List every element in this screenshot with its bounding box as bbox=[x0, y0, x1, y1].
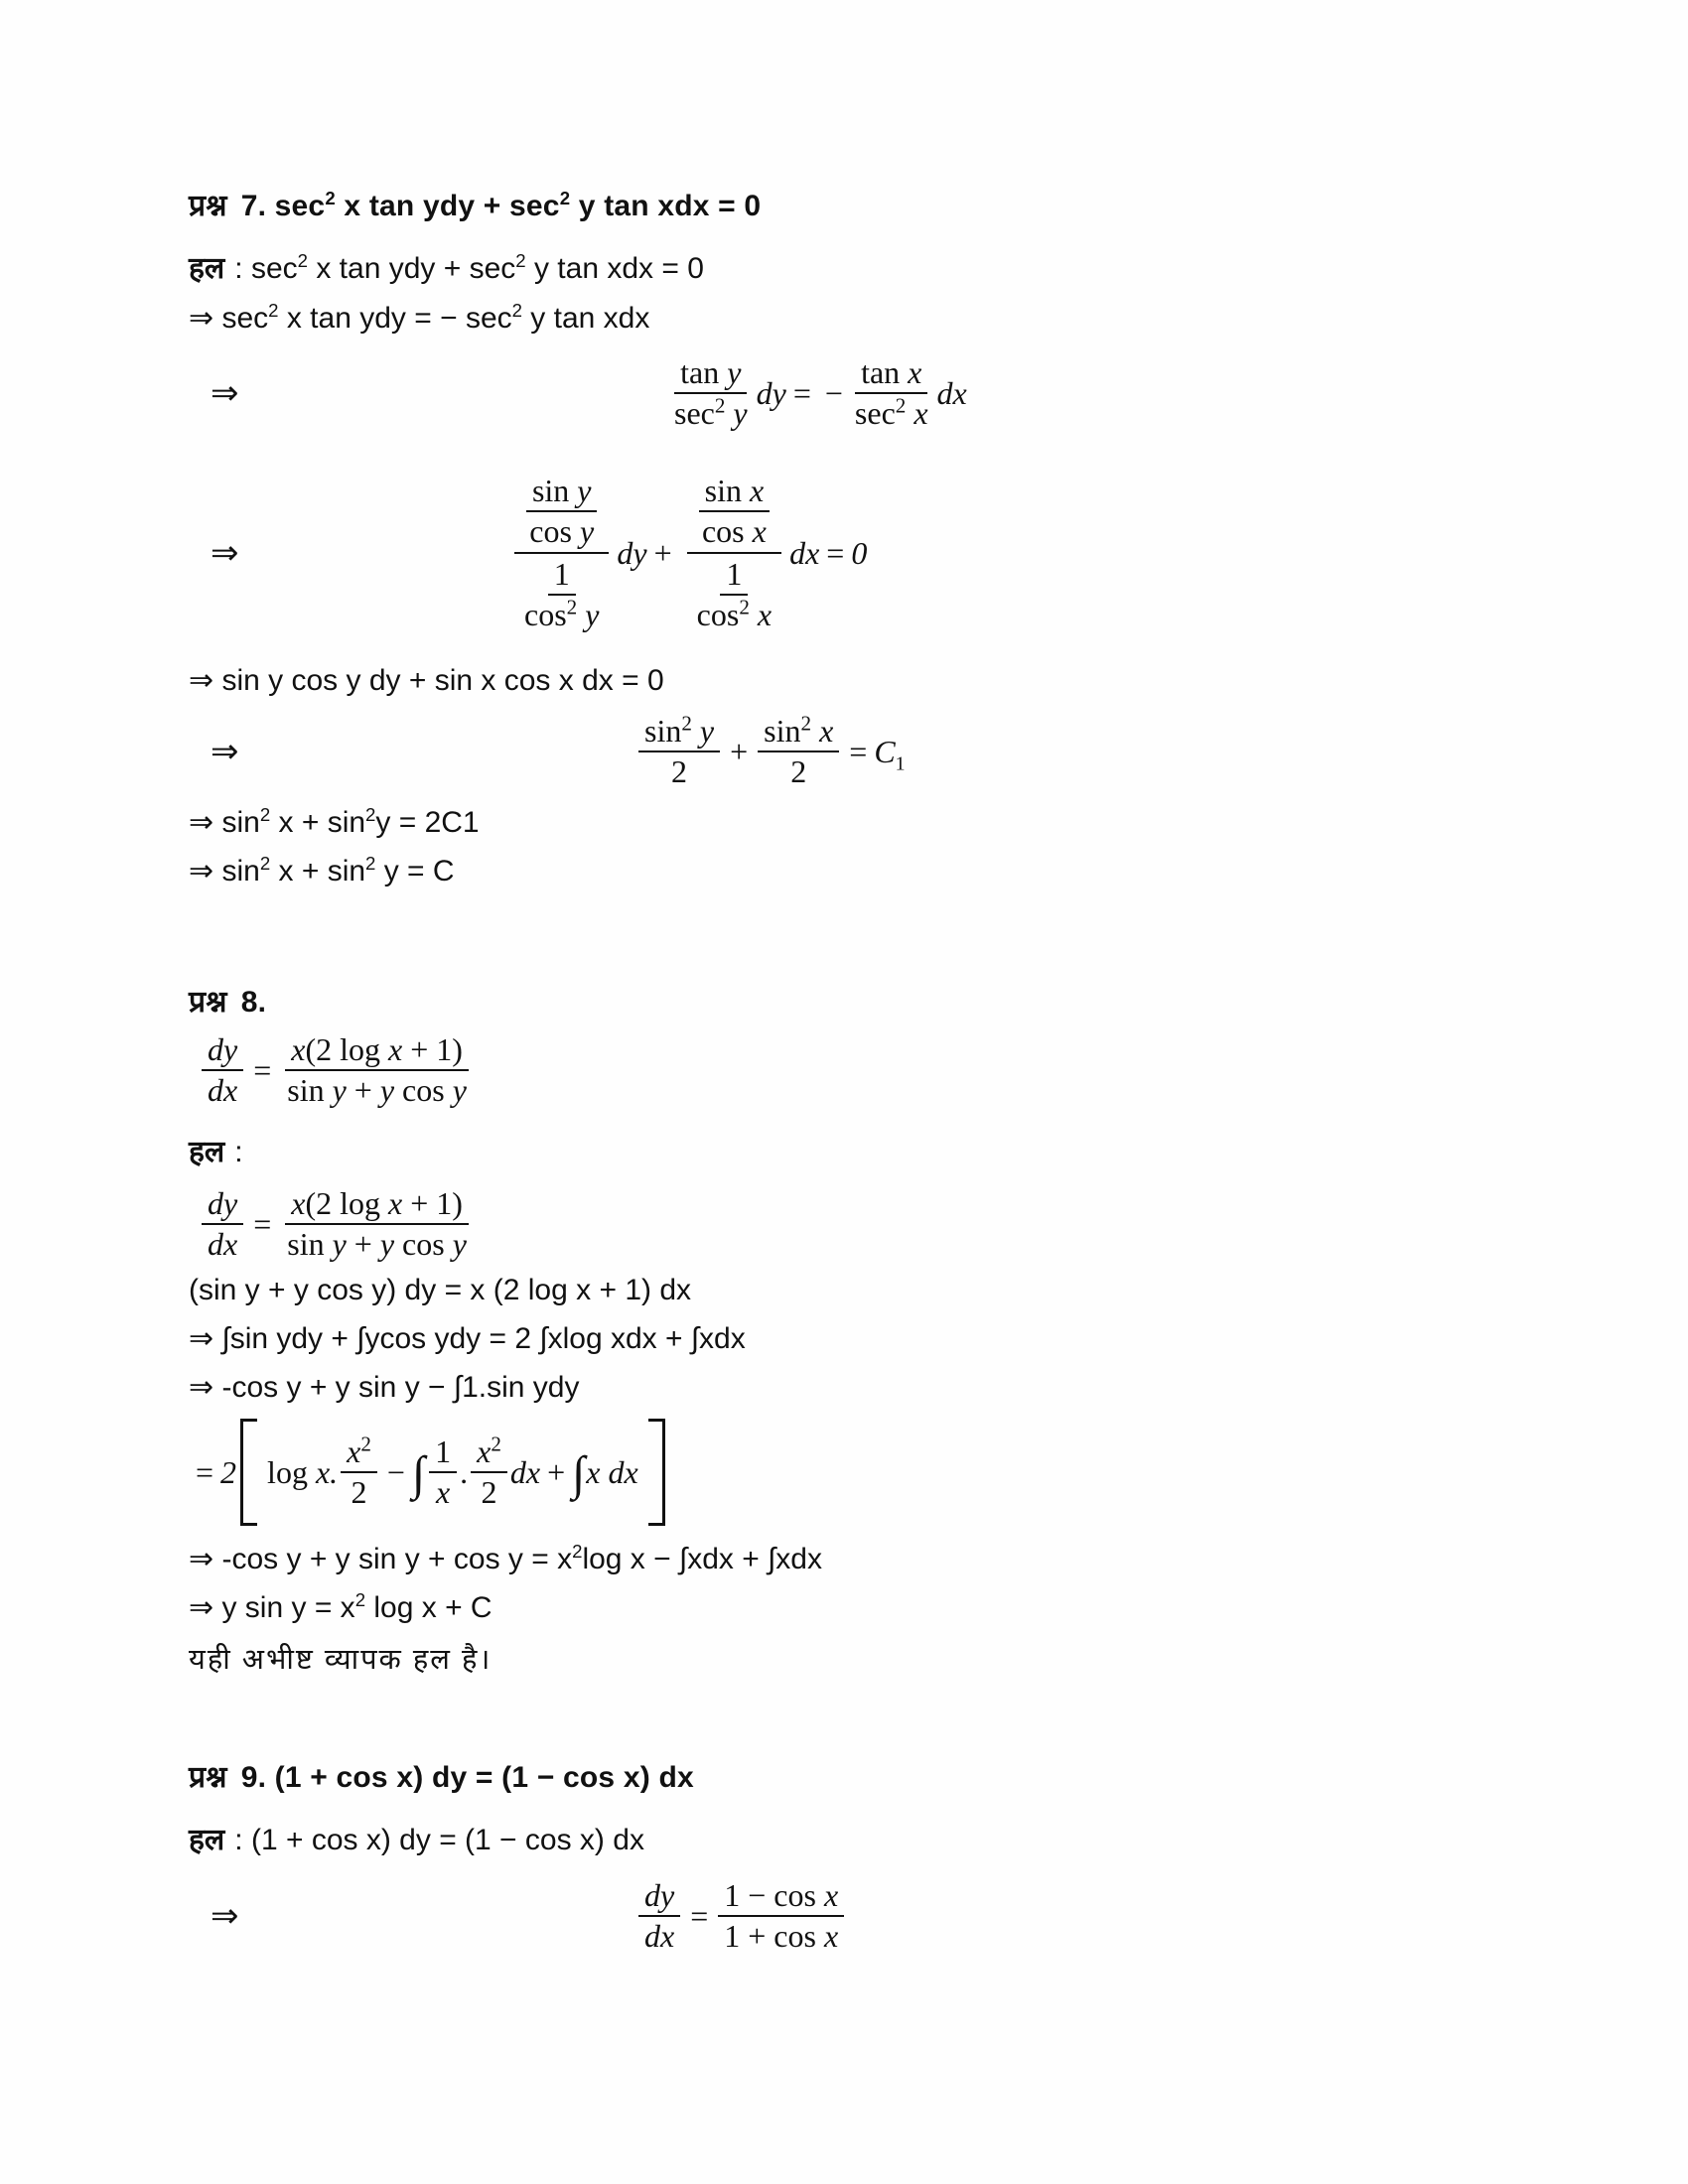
q9-equation-1 bbox=[189, 1876, 1509, 1956]
q8-bracket-f1-denominator: 2 bbox=[351, 1474, 367, 1510]
q7-eq1-lhs-fraction bbox=[668, 353, 754, 433]
q7-equation-3 bbox=[189, 712, 1509, 791]
q7-eq2-left-upper-fraction bbox=[523, 472, 600, 551]
q7-eq3-left-numerator: $\sin^2 y$ bbox=[638, 712, 720, 752]
q7-eq2-left-one: 1 bbox=[548, 555, 576, 596]
question-7-heading bbox=[189, 184, 1509, 224]
question-8-heading bbox=[189, 980, 1509, 1021]
q7-eq2-arrow: ⇒ bbox=[211, 534, 239, 572]
q7-line2-text: ⇒ $\sec^2 x$ tan ydy = − $\sec^2 y$ tan xdx bbox=[189, 300, 650, 335]
question-9-heading bbox=[189, 1755, 1509, 1796]
q8-bracket-dx: dx bbox=[509, 1453, 541, 1490]
q9-eq1-arrow: ⇒ bbox=[211, 1897, 239, 1935]
q8-statement-equation bbox=[189, 1030, 1509, 1110]
q8-line5-text: ⇒ y $\sin y = x^2$ log x + C bbox=[189, 1589, 492, 1624]
q7-eq2-zero: 0 bbox=[851, 534, 868, 571]
q8-large-bracket bbox=[240, 1419, 665, 1526]
q7-equation-1 bbox=[189, 353, 1509, 433]
q8-statement-lhs-numerator: dy bbox=[202, 1030, 243, 1071]
q9-colon: : bbox=[234, 1824, 243, 1856]
q7-eq2-right-complex-fraction bbox=[682, 471, 786, 635]
question-9-label: प्रश्न bbox=[189, 1761, 227, 1794]
q9-eq1-lhs-fraction bbox=[638, 1876, 680, 1956]
q9-eq1-equals: = bbox=[690, 1897, 709, 1934]
q7-solution-line-3: ⇒ sin y cos y dy + sin x cos x dx = 0 bbox=[189, 664, 664, 697]
q8-statement-rhs-numerator: x(2 log x + 1) bbox=[285, 1030, 469, 1071]
question-8-number: 8. bbox=[240, 986, 267, 1019]
integral-icon-2: ∫ bbox=[572, 1446, 586, 1500]
q7-eq2-plus: + bbox=[653, 534, 672, 571]
q7-eq3-equals: = bbox=[849, 733, 868, 769]
q7-eq1-rhs-fraction bbox=[849, 353, 934, 433]
q7-eq2-left-upper bbox=[514, 471, 609, 554]
q7-eq3-right-fraction bbox=[758, 712, 839, 791]
q8-statement-equals: = bbox=[253, 1051, 272, 1088]
q8-bracket-fraction-2 bbox=[429, 1433, 457, 1512]
q7-eq1-lhs-differential: dy bbox=[756, 374, 786, 411]
q7-eq3-right-numerator: $\sin^2 x$ bbox=[758, 712, 839, 752]
q7-eq2-right-one: 1 bbox=[720, 555, 748, 596]
q7-eq2-left-complex-fraction bbox=[509, 471, 614, 635]
q8-conclusion: यही अभीष्ट व्यापक हल है। bbox=[189, 1644, 492, 1676]
q8-solution-rhs-denominator: sin y + y cos y bbox=[287, 1226, 467, 1262]
q8-bracket-coefficient: 2 bbox=[220, 1453, 237, 1490]
q7-eq3-left-fraction bbox=[638, 712, 720, 791]
q8-bracket-equation bbox=[189, 1419, 1509, 1526]
q9-eq1-rhs-fraction bbox=[718, 1876, 844, 1956]
q7-eq1-minus: − bbox=[824, 374, 843, 411]
q8-bracket-minus: − bbox=[386, 1453, 405, 1490]
q8-bracket-left bbox=[240, 1419, 257, 1526]
q8-bracket-dot: . bbox=[460, 1453, 469, 1490]
q7-solution-line-4 bbox=[189, 805, 1509, 840]
q7-equation-2 bbox=[189, 471, 1509, 635]
q8-bracket-inner bbox=[257, 1419, 648, 1526]
q8-line4-text: ⇒ -cos y + y $\sin y + \cos y = x^2\log$ x − ∫xdx + ∫xdx bbox=[189, 1541, 822, 1575]
q8-bracket-equals: = bbox=[196, 1453, 214, 1490]
q8-bracket-right bbox=[648, 1419, 665, 1526]
q8-solution-lhs-numerator: dy bbox=[202, 1184, 243, 1225]
q8-bracket-log: log bbox=[267, 1453, 316, 1490]
q7-eq3-constant: $C_1$ bbox=[874, 733, 906, 774]
q7-solution-line-1 bbox=[189, 246, 1509, 287]
q8-solution-lhs-fraction bbox=[202, 1184, 243, 1264]
q8-statement-rhs-fraction bbox=[281, 1030, 473, 1110]
q7-eq1-lhs-denominator: $\sec^2 y$ bbox=[674, 393, 748, 431]
q7-eq2-right-cos2x: $\cos^2 x$ bbox=[696, 595, 773, 632]
q9-eq1-rhs-numerator: 1 − cos x bbox=[718, 1876, 844, 1917]
q8-hal-label: हल bbox=[189, 1136, 225, 1168]
q7-eq2-right-differential: dx bbox=[789, 534, 820, 571]
q7-eq2-left-cos2y: $\cos^2 y$ bbox=[524, 595, 600, 632]
q9-hal-label: हल bbox=[189, 1824, 225, 1856]
q7-line5-text: ⇒ $\sin^2 x + \sin^2 y = C$ bbox=[189, 853, 455, 887]
q8-line-5 bbox=[189, 1590, 1509, 1625]
q7-eq1-rhs-numerator: tan x bbox=[855, 353, 927, 394]
integral-icon-1: ∫ bbox=[411, 1446, 426, 1500]
q8-solution-rhs-fraction bbox=[281, 1184, 473, 1264]
q8-statement-rhs-denominator: sin y + y cos y bbox=[287, 1072, 467, 1108]
q7-eq3-arrow: ⇒ bbox=[211, 733, 239, 770]
q7-eq2-left-cosy: cos y bbox=[529, 513, 595, 549]
q7-eq2-left-differential: dy bbox=[617, 534, 647, 571]
q8-line-3: ⇒ -cos y + y sin y − ∫1.sin ydy bbox=[189, 1371, 580, 1404]
q8-solution-lhs-denominator: dx bbox=[208, 1226, 238, 1262]
q7-eq2-equals: = bbox=[826, 534, 845, 571]
q7-eq1-equals: = bbox=[792, 374, 811, 411]
q7-colon: : bbox=[234, 252, 243, 285]
q7-hal-label: हल bbox=[189, 252, 225, 285]
q7-eq2-right-upper bbox=[687, 471, 781, 554]
q8-colon: : bbox=[234, 1136, 243, 1168]
q7-line1-text: $\sec^2 x$ tan ydy + $\sec^2 y$ tan xdx = 0 bbox=[250, 250, 704, 285]
question-9-statement: (1 + cos x) dy = (1 − cos x) dx bbox=[274, 1761, 694, 1794]
q9-eq1-lhs-denominator: dx bbox=[644, 1918, 675, 1954]
q7-eq1-lhs-numerator: tan y bbox=[674, 353, 747, 394]
q8-bracket-xdx: x dx bbox=[586, 1453, 638, 1490]
q7-line4-text: ⇒ $\sin^2 x + \sin^2y = 2C1$ bbox=[189, 804, 480, 839]
q7-eq2-left-lower bbox=[509, 554, 614, 635]
q9-eq1-lhs-numerator: dy bbox=[638, 1876, 680, 1917]
q8-line-2: ⇒ ∫sin ydy + ∫ycos ydy = 2 ∫xlog xdx + ∫xdx bbox=[189, 1322, 746, 1355]
question-9-number: 9. bbox=[240, 1761, 267, 1794]
q8-bracket-fraction-1 bbox=[341, 1433, 377, 1512]
q8-bracket-f3-denominator: 2 bbox=[481, 1474, 497, 1510]
q7-eq2-right-upper-fraction bbox=[696, 472, 773, 551]
q8-line-4 bbox=[189, 1542, 1509, 1576]
q9-solution-line-1 bbox=[189, 1818, 1509, 1858]
q8-hal-line bbox=[189, 1130, 1509, 1170]
q7-solution-line-2 bbox=[189, 301, 1509, 336]
question-8-label: प्रश्न bbox=[189, 986, 227, 1019]
question-7-label: प्रश्न bbox=[189, 190, 227, 222]
q8-bracket-logvar: x. bbox=[315, 1453, 339, 1490]
q8-bracket-f2-numerator: 1 bbox=[429, 1433, 457, 1473]
q7-eq3-right-denominator: 2 bbox=[790, 753, 807, 789]
q8-bracket-plus: + bbox=[547, 1453, 566, 1490]
q7-eq1-rhs-denominator: $\sec^2 x$ bbox=[854, 393, 928, 431]
q7-eq2-right-cosx: cos x bbox=[701, 513, 767, 549]
q8-bracket-f3-numerator: $x^2$ bbox=[471, 1433, 507, 1473]
question-7-number: 7. bbox=[240, 190, 267, 222]
q7-eq2-right-lower-fraction bbox=[691, 555, 777, 634]
q9-eq1-rhs-denominator: 1 + cos x bbox=[724, 1918, 839, 1954]
q7-eq1-arrow: ⇒ bbox=[211, 374, 239, 412]
q7-eq2-left-lower-fraction bbox=[518, 555, 605, 634]
q8-solution-equation bbox=[189, 1184, 1509, 1264]
q7-eq2-right-sinx: sin x bbox=[699, 472, 771, 512]
q7-eq2-right-lower bbox=[682, 554, 786, 635]
q7-solution-line-5 bbox=[189, 854, 1509, 888]
page-content bbox=[189, 184, 1509, 1966]
q8-bracket-fraction-3 bbox=[471, 1433, 507, 1512]
q8-statement-lhs-fraction bbox=[202, 1030, 243, 1110]
q9-line1-text: (1 + cos x) dy = (1 − cos x) dx bbox=[250, 1824, 644, 1856]
q7-eq1-rhs-differential: dx bbox=[936, 374, 967, 411]
question-7-statement: $\sec^2 x$ tan ydy + $\sec^2 y$ tan xdx = 0 bbox=[274, 188, 762, 222]
q8-line-1: (sin y + y cos y) dy = x (2 log x + 1) dx bbox=[189, 1274, 692, 1306]
q7-eq3-left-denominator: 2 bbox=[671, 753, 688, 789]
q8-bracket-f2-denominator: x bbox=[436, 1474, 451, 1510]
q8-bracket-f1-numerator: $x^2$ bbox=[341, 1433, 377, 1473]
q8-statement-lhs-denominator: dx bbox=[208, 1072, 238, 1108]
q7-eq3-plus: + bbox=[730, 733, 749, 769]
q7-eq2-left-siny: sin y bbox=[526, 472, 598, 512]
q8-solution-equals: = bbox=[253, 1205, 272, 1242]
q8-solution-rhs-numerator: x(2 log x + 1) bbox=[285, 1184, 469, 1225]
